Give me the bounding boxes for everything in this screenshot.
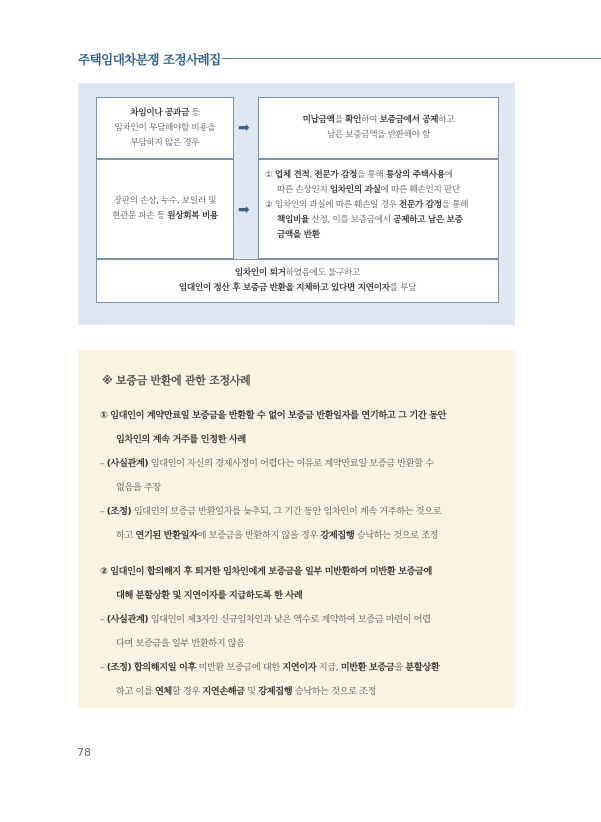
late-interest-line-1: 임차인이 퇴거하였음에도 불구하고 [234, 268, 361, 278]
assessment-line-5: 금액을 반환 [277, 230, 320, 240]
unpaid-costs-line-1: 차임이나 공과금 등 [130, 107, 200, 118]
mediation-cases-box [78, 350, 515, 708]
deposit-deduction-diagram [78, 83, 515, 325]
assessment-line-1: ① 업체 견적, 전문가 감정을 통해 통상의 주택사용에 [265, 170, 453, 180]
cases-heading: ※ 보증금 반환에 관한 조정사례 [102, 374, 251, 387]
case1-facts-line-2: 없음을 주장 [116, 482, 161, 493]
case2-mediation-line-2: 하고 이를 연체할 경우 지연손해금 및 강제집행 승낙하는 것으로 조정 [116, 686, 377, 697]
unpaid-costs-line-2: 임차인이 부담해야할 비용을 [114, 122, 216, 133]
deduct-unpaid-line-2: 남은 보증금액을 반환해야 함 [326, 130, 431, 140]
late-interest-box [96, 259, 499, 303]
unpaid-costs-line-3: 부담하지 않은 경우 [130, 137, 200, 148]
case2-title-line-1: ② 임대인이 합의해지 후 퇴거한 임차인에게 보증금을 일부 미반환하여 미반환 보증금에 [100, 566, 432, 577]
case1-mediation-line-1: – (조정) 임대인의 보증금 반환일자를 늦추되, 그 기간 동안 임차인이 계속 거주하는 것으로 [100, 506, 442, 517]
document-header-title: 주택임대차분쟁 조정사례집 [78, 52, 221, 67]
header-rule [222, 58, 601, 59]
restoration-costs-box [96, 159, 234, 259]
case1-title-line-1: ① 임대인이 계약만료일 보증금을 반환할 수 없어 보증금 반환일자를 연기하고 그 기간 동안 [100, 410, 447, 421]
assessment-line-3: ② 임차인의 과실에 따른 훼손일 경우 전문가 감정을 통해 [265, 200, 469, 210]
restoration-costs-line-2: 현관문 파손 등 원상회복 비용 [111, 211, 218, 221]
right-arrow-icon: ➡ [238, 202, 250, 218]
late-interest-line-2: 임대인이 정산 후 보증금 반환을 지체하고 있다면 지연이자를 부담 [178, 283, 417, 293]
assessment-line-4: 책임비율 산정, 이를 보증금에서 공제하고 남은 보증 [277, 215, 463, 225]
case1-title-line-2: 임차인의 계속 거주를 인정한 사례 [116, 434, 246, 445]
restoration-costs-line-1: 장판의 손상, 누수, 보일러 및 [113, 196, 217, 206]
case1-facts-line-1: – (사실관계) 임대인이 자신의 경제사정이 어렵다는 이유로 계약만료일 보증금 반환할 수 [100, 458, 434, 469]
case1-mediation-line-2: 하고 연기된 반환일자에 보증금을 반환하지 않을 경우 강제집행 승낙하는 것으로 조정 [116, 530, 439, 541]
case2-title-line-2: 대해 분할상환 및 지연이자를 지급하도록 한 사례 [116, 590, 303, 601]
assessment-line-2: 따른 손상인지 임차인의 과실에 따른 훼손인지 판단 [277, 185, 460, 195]
case2-facts-line-1: – (사실관계) 임대인이 제3자인 신규임차인과 낮은 액수로 계약하여 보증금 마련이 어렵 [100, 614, 431, 625]
right-arrow-icon: ➡ [238, 120, 250, 136]
damage-assessment-box [258, 159, 499, 259]
page-number: 78 [77, 746, 91, 759]
case2-facts-line-2: 다며 보증금을 일부 반환하지 않음 [116, 638, 245, 649]
deduct-unpaid-line-1: 미납금액을 확인하여 보증금에서 공제하고 [302, 115, 455, 125]
deduct-unpaid-box [258, 97, 499, 159]
case2-mediation-line-1: – (조정) 합의해지일 이후 미반환 보증금에 대한 지연이자 지급, 미반환 보증금을 분할상환 [100, 662, 440, 673]
unpaid-costs-box [96, 97, 234, 159]
